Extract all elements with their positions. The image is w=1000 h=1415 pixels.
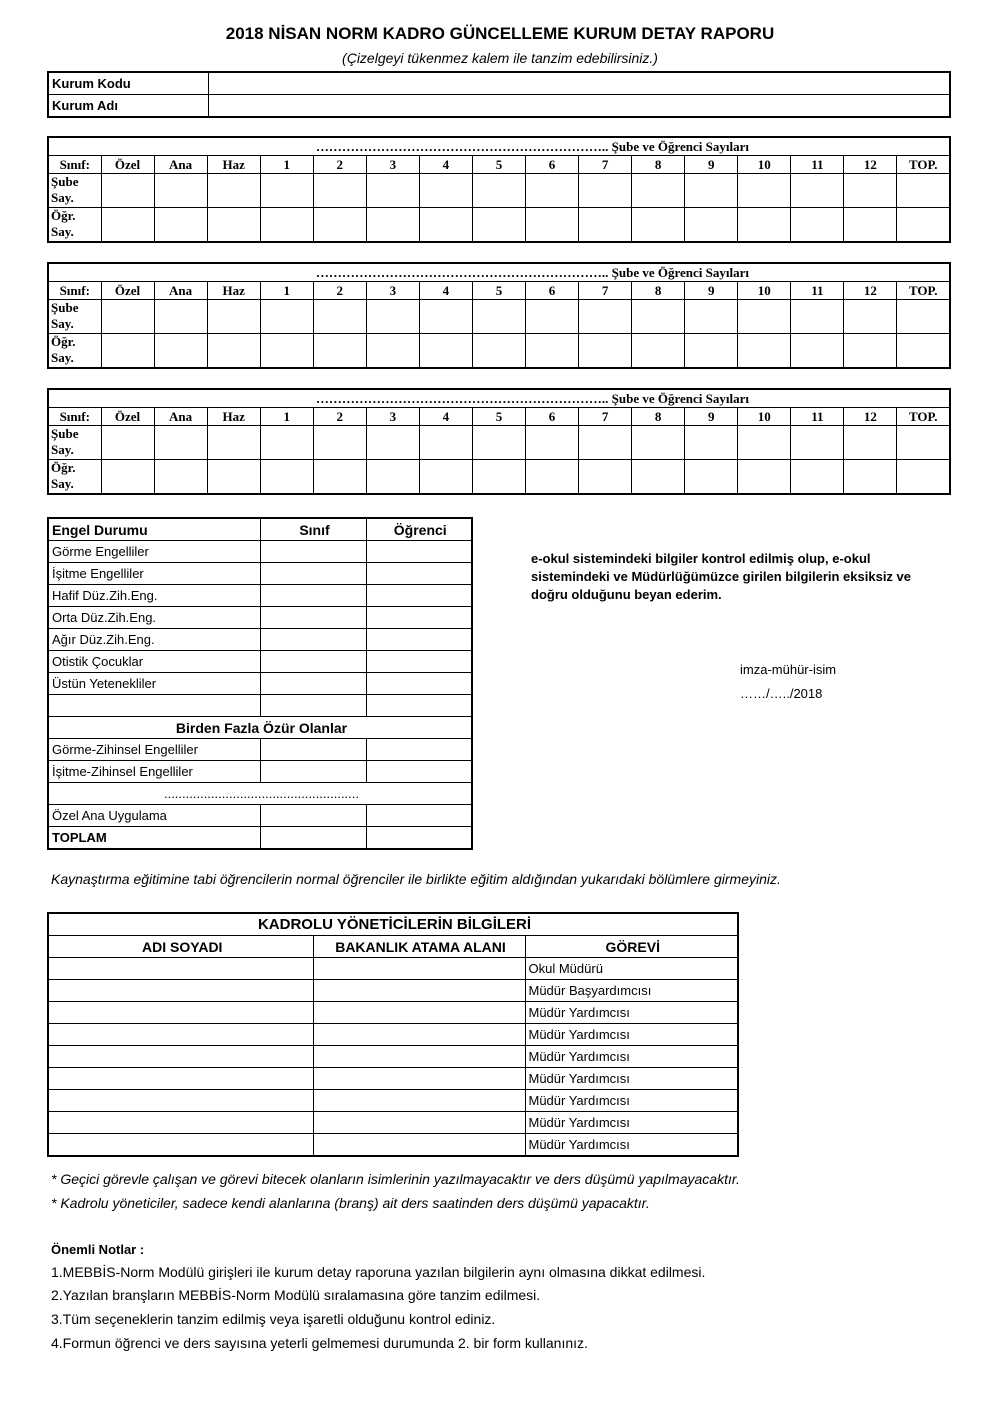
column-header: 4 (419, 282, 472, 300)
column-header: 8 (632, 282, 685, 300)
count-cell[interactable] (844, 208, 897, 243)
column-header: 3 (366, 156, 419, 174)
adi-soyadi-cell[interactable] (48, 1112, 313, 1134)
column-header: 1 (260, 156, 313, 174)
count-cell[interactable] (844, 334, 897, 369)
engel-ogrenci-cell[interactable] (366, 607, 472, 629)
atama-alani-cell[interactable] (313, 1112, 525, 1134)
sube-sayisi-label: Şube Say. (48, 426, 101, 460)
count-cell[interactable] (526, 208, 579, 243)
count-cell[interactable] (685, 300, 738, 334)
count-cell[interactable] (419, 426, 472, 460)
engel-ogrenci-cell[interactable] (366, 629, 472, 651)
column-header: 3 (366, 282, 419, 300)
engel-row-label: Ağır Düz.Zih.Eng. (48, 629, 260, 651)
declaration-text: e-okul sistemindeki bilgiler kontrol edilmiş olup, e-okul sistemindeki ve Müdürlüğümüzce girilen bilgilerin eksiksiz ve doğru olduğunu beyan ederim. (531, 551, 912, 602)
count-cell[interactable] (207, 300, 260, 334)
count-cell[interactable] (844, 426, 897, 460)
sube-table-1 (47, 136, 951, 243)
count-cell[interactable] (791, 208, 844, 243)
atama-alani-cell[interactable] (313, 1134, 525, 1157)
ozel-ana-sinif-cell[interactable] (260, 805, 366, 827)
count-cell[interactable] (632, 460, 685, 495)
adi-soyadi-cell[interactable] (48, 1134, 313, 1157)
count-cell[interactable] (207, 460, 260, 495)
count-cell[interactable] (738, 426, 791, 460)
count-cell[interactable] (738, 174, 791, 208)
count-cell[interactable] (579, 460, 632, 495)
count-cell[interactable] (260, 174, 313, 208)
adi-soyadi-cell[interactable] (48, 1024, 313, 1046)
ozel-ana-label: Özel Ana Uygulama (48, 805, 260, 827)
count-cell[interactable] (632, 300, 685, 334)
count-cell[interactable] (260, 300, 313, 334)
count-cell[interactable] (101, 426, 154, 460)
sube-heading: ………………………………………………………….. Şube ve Öğrenci Sayıları (48, 389, 950, 408)
ogrenci-header: Öğrenci (366, 518, 472, 541)
column-header: 10 (738, 156, 791, 174)
kurum-table (47, 71, 951, 118)
column-header: 8 (632, 156, 685, 174)
column-header: 11 (791, 408, 844, 426)
column-header: Özel (101, 408, 154, 426)
column-header: 5 (472, 156, 525, 174)
sinif-label: Sınıf: (48, 282, 101, 300)
column-header: Ana (154, 282, 207, 300)
column-header: Haz (207, 156, 260, 174)
adi-soyadi-cell[interactable] (48, 1068, 313, 1090)
note-1: 1.MEBBİS-Norm Modülü girişleri ile kurum detay raporuna yazılan bilgilerin aynı olmasına dikkat edilmesi. (51, 1264, 706, 1280)
note-4: 4.Formun öğrenci ve ders sayısına yeterli gelmemesi durumunda 2. bir form kullanınız. (51, 1335, 588, 1351)
sinif-label: Sınıf: (48, 156, 101, 174)
count-cell[interactable] (526, 334, 579, 369)
count-cell[interactable] (472, 174, 525, 208)
atama-alani-cell[interactable] (313, 1068, 525, 1090)
column-header: 7 (579, 156, 632, 174)
sube-heading: ………………………………………………………….. Şube ve Öğrenci Sayıları (48, 137, 950, 156)
kurum-adi-label: Kurum Adı (48, 95, 208, 118)
column-header: 6 (526, 282, 579, 300)
count-cell[interactable] (526, 300, 579, 334)
column-header: TOP. (897, 156, 950, 174)
count-cell[interactable] (897, 334, 950, 369)
gorev-cell: Müdür Yardımcısı (525, 1134, 738, 1157)
engel-durumu-header: Engel Durumu (48, 518, 260, 541)
column-header: 4 (419, 156, 472, 174)
empty-sinif-cell[interactable] (260, 695, 366, 717)
count-cell[interactable] (154, 300, 207, 334)
adi-soyadi-cell[interactable] (48, 958, 313, 980)
kurum-adi-field[interactable] (208, 95, 950, 118)
count-cell[interactable] (632, 334, 685, 369)
gorev-cell: Müdür Yardımcısı (525, 1024, 738, 1046)
ogrenci-sayisi-label: Öğr. Say. (48, 460, 101, 495)
empty-label (48, 695, 260, 717)
coklu-ogrenci-cell[interactable] (366, 761, 472, 783)
column-header: 2 (313, 408, 366, 426)
empty-ogrenci-cell[interactable] (366, 695, 472, 717)
column-header: 3 (366, 408, 419, 426)
count-cell[interactable] (313, 174, 366, 208)
count-cell[interactable] (154, 174, 207, 208)
ogrenci-sayisi-label: Öğr. Say. (48, 334, 101, 369)
count-cell[interactable] (207, 208, 260, 243)
column-header: 5 (472, 408, 525, 426)
column-header: TOP. (897, 408, 950, 426)
column-header: 6 (526, 156, 579, 174)
engel-sinif-cell[interactable] (260, 629, 366, 651)
atama-alani-cell[interactable] (313, 958, 525, 980)
engel-sinif-cell[interactable] (260, 541, 366, 563)
engel-sinif-cell[interactable] (260, 585, 366, 607)
engel-row-label: İşitme Engelliler (48, 563, 260, 585)
count-cell[interactable] (791, 426, 844, 460)
column-header: 7 (579, 282, 632, 300)
sube-table-3 (47, 388, 951, 495)
column-header: Özel (101, 156, 154, 174)
coklu-engel-label: Görme-Zihinsel Engelliler (48, 739, 260, 761)
engel-ogrenci-cell[interactable] (366, 673, 472, 695)
count-cell[interactable] (260, 426, 313, 460)
count-cell[interactable] (260, 208, 313, 243)
gorev-cell: Müdür Yardımcısı (525, 1068, 738, 1090)
adi-soyadi-cell[interactable] (48, 1090, 313, 1112)
engel-row-label: Üstün Yetenekliler (48, 673, 260, 695)
star-note-2: * Kadrolu yöneticiler, sadece kendi alanlarına (branş) ait ders saatinden ders düşümü yapacaktır. (51, 1195, 650, 1211)
count-cell[interactable] (685, 334, 738, 369)
toplam-ogrenci-cell[interactable] (366, 827, 472, 850)
count-cell[interactable] (419, 334, 472, 369)
adi-soyadi-header: ADI SOYADI (48, 936, 313, 958)
count-cell[interactable] (419, 174, 472, 208)
column-header: 4 (419, 408, 472, 426)
count-cell[interactable] (897, 460, 950, 495)
ogrenci-sayisi-label: Öğr. Say. (48, 208, 101, 243)
column-header: 12 (844, 408, 897, 426)
count-cell[interactable] (154, 208, 207, 243)
atama-alani-cell[interactable] (313, 1046, 525, 1068)
kadro-title: KADROLU YÖNETİCİLERİN BİLGİLERİ (48, 913, 738, 936)
column-header: 6 (526, 408, 579, 426)
column-header: 11 (791, 156, 844, 174)
engel-row-label: Görme Engelliler (48, 541, 260, 563)
adi-soyadi-cell[interactable] (48, 1002, 313, 1024)
engel-ogrenci-cell[interactable] (366, 563, 472, 585)
count-cell[interactable] (685, 460, 738, 495)
engel-sinif-cell[interactable] (260, 607, 366, 629)
sube-table-2 (47, 262, 951, 369)
count-cell[interactable] (844, 300, 897, 334)
count-cell[interactable] (472, 300, 525, 334)
imza-label: imza-mühür-isim (740, 662, 837, 677)
coklu-sinif-cell[interactable] (260, 761, 366, 783)
note-3: 3.Tüm seçeneklerin tanzim edilmiş veya işaretli olduğunu kontrol ediniz. (51, 1311, 496, 1327)
dots-line: ...................................................... (48, 783, 472, 805)
column-header: Ana (154, 156, 207, 174)
column-header: 10 (738, 282, 791, 300)
count-cell[interactable] (366, 208, 419, 243)
engel-row-label: Orta Düz.Zih.Eng. (48, 607, 260, 629)
column-header: 9 (685, 282, 738, 300)
sinif-label: Sınıf: (48, 408, 101, 426)
count-cell[interactable] (897, 300, 950, 334)
kurum-kodu-label: Kurum Kodu (48, 72, 208, 95)
star-note-1: * Geçici görevle çalışan ve görevi bitecek olanların isimlerinin yazılmayacaktır ve ders düşümü yapılmayacaktır. (51, 1171, 740, 1187)
count-cell[interactable] (101, 208, 154, 243)
count-cell[interactable] (897, 208, 950, 243)
count-cell[interactable] (791, 300, 844, 334)
count-cell[interactable] (791, 174, 844, 208)
gorev-cell: Müdür Başyardımcısı (525, 980, 738, 1002)
engel-ogrenci-cell[interactable] (366, 541, 472, 563)
count-cell[interactable] (207, 426, 260, 460)
coklu-ogrenci-cell[interactable] (366, 739, 472, 761)
count-cell[interactable] (791, 334, 844, 369)
count-cell[interactable] (632, 208, 685, 243)
count-cell[interactable] (472, 460, 525, 495)
adi-soyadi-cell[interactable] (48, 980, 313, 1002)
count-cell[interactable] (101, 300, 154, 334)
count-cell[interactable] (738, 300, 791, 334)
count-cell[interactable] (419, 460, 472, 495)
gorev-cell: Müdür Yardımcısı (525, 1046, 738, 1068)
count-cell[interactable] (897, 426, 950, 460)
gorev-cell: Okul Müdürü (525, 958, 738, 980)
note-2: 2.Yazılan branşların MEBBİS-Norm Modülü sıralamasına göre tanzim edilmesi. (51, 1287, 541, 1303)
sube-heading: ………………………………………………………….. Şube ve Öğrenci Sayıları (48, 263, 950, 282)
count-cell[interactable] (260, 460, 313, 495)
count-cell[interactable] (366, 460, 419, 495)
gorev-cell: Müdür Yardımcısı (525, 1112, 738, 1134)
count-cell[interactable] (579, 334, 632, 369)
page-title: 2018 NİSAN NORM KADRO GÜNCELLEME KURUM DETAY RAPORU (225, 24, 775, 43)
engel-table (47, 517, 473, 850)
atama-alani-cell[interactable] (313, 1002, 525, 1024)
column-header: 2 (313, 282, 366, 300)
column-header: 12 (844, 282, 897, 300)
bakanlik-header: BAKANLIK ATAMA ALANI (313, 936, 525, 958)
count-cell[interactable] (685, 174, 738, 208)
column-header: Ana (154, 408, 207, 426)
count-cell[interactable] (313, 300, 366, 334)
count-cell[interactable] (738, 334, 791, 369)
kurum-kodu-field[interactable] (208, 72, 950, 95)
kadro-table (47, 912, 739, 1157)
count-cell[interactable] (685, 426, 738, 460)
sube-sayisi-label: Şube Say. (48, 300, 101, 334)
count-cell[interactable] (313, 426, 366, 460)
column-header: 1 (260, 282, 313, 300)
count-cell[interactable] (366, 174, 419, 208)
count-cell[interactable] (472, 208, 525, 243)
gorev-cell: Müdür Yardımcısı (525, 1090, 738, 1112)
engel-ogrenci-cell[interactable] (366, 585, 472, 607)
engel-sinif-cell[interactable] (260, 651, 366, 673)
kaynastirma-note: Kaynaştırma eğitimine tabi öğrencilerin normal öğrenciler ile birlikte eğitim aldığından yukarıdaki bölümlere girmeyiniz. (51, 871, 781, 887)
count-cell[interactable] (366, 300, 419, 334)
count-cell[interactable] (738, 460, 791, 495)
column-header: Haz (207, 408, 260, 426)
sinif-header: Sınıf (260, 518, 366, 541)
page-subtitle: (Çizelgeyi tükenmez kalem ile tanzim edebilirsiniz.) (342, 50, 658, 66)
count-cell[interactable] (844, 174, 897, 208)
column-header: 5 (472, 282, 525, 300)
engel-row-label: Hafif Düz.Zih.Eng. (48, 585, 260, 607)
toplam-sinif-cell[interactable] (260, 827, 366, 850)
count-cell[interactable] (313, 208, 366, 243)
gorev-cell: Müdür Yardımcısı (525, 1002, 738, 1024)
date-line: ……/…../2018 (740, 686, 823, 701)
column-header: Özel (101, 282, 154, 300)
engel-sinif-cell[interactable] (260, 673, 366, 695)
count-cell[interactable] (632, 174, 685, 208)
engel-ogrenci-cell[interactable] (366, 651, 472, 673)
column-header: 2 (313, 156, 366, 174)
count-cell[interactable] (154, 426, 207, 460)
count-cell[interactable] (207, 174, 260, 208)
column-header: 8 (632, 408, 685, 426)
column-header: TOP. (897, 282, 950, 300)
sube-sayisi-label: Şube Say. (48, 174, 101, 208)
column-header: 11 (791, 282, 844, 300)
count-cell[interactable] (313, 334, 366, 369)
count-cell[interactable] (579, 208, 632, 243)
count-cell[interactable] (579, 300, 632, 334)
column-header: 10 (738, 408, 791, 426)
notes-title: Önemli Notlar : (51, 1242, 145, 1257)
column-header: 12 (844, 156, 897, 174)
count-cell[interactable] (579, 174, 632, 208)
count-cell[interactable] (313, 460, 366, 495)
count-cell[interactable] (526, 426, 579, 460)
count-cell[interactable] (366, 426, 419, 460)
count-cell[interactable] (207, 334, 260, 369)
count-cell[interactable] (419, 300, 472, 334)
atama-alani-cell[interactable] (313, 1024, 525, 1046)
column-header: 1 (260, 408, 313, 426)
count-cell[interactable] (260, 334, 313, 369)
gorevi-header: GÖREVİ (525, 936, 738, 958)
column-header: Haz (207, 282, 260, 300)
ozel-ana-ogrenci-cell[interactable] (366, 805, 472, 827)
count-cell[interactable] (101, 334, 154, 369)
count-cell[interactable] (685, 208, 738, 243)
count-cell[interactable] (419, 208, 472, 243)
count-cell[interactable] (844, 460, 897, 495)
count-cell[interactable] (366, 334, 419, 369)
count-cell[interactable] (526, 174, 579, 208)
count-cell[interactable] (579, 426, 632, 460)
coklu-engel-label: İşitme-Zihinsel Engelliler (48, 761, 260, 783)
engel-row-label: Otistik Çocuklar (48, 651, 260, 673)
count-cell[interactable] (472, 334, 525, 369)
count-cell[interactable] (897, 174, 950, 208)
coklu-sinif-cell[interactable] (260, 739, 366, 761)
count-cell[interactable] (101, 174, 154, 208)
count-cell[interactable] (154, 334, 207, 369)
column-header: 9 (685, 408, 738, 426)
count-cell[interactable] (154, 460, 207, 495)
count-cell[interactable] (632, 426, 685, 460)
count-cell[interactable] (472, 426, 525, 460)
count-cell[interactable] (101, 460, 154, 495)
toplam-label: TOPLAM (48, 827, 260, 850)
atama-alani-cell[interactable] (313, 1090, 525, 1112)
adi-soyadi-cell[interactable] (48, 1046, 313, 1068)
atama-alani-cell[interactable] (313, 980, 525, 1002)
engel-sinif-cell[interactable] (260, 563, 366, 585)
count-cell[interactable] (791, 460, 844, 495)
count-cell[interactable] (526, 460, 579, 495)
count-cell[interactable] (738, 208, 791, 243)
birden-fazla-header: Birden Fazla Özür Olanlar (48, 717, 472, 739)
column-header: 9 (685, 156, 738, 174)
column-header: 7 (579, 408, 632, 426)
